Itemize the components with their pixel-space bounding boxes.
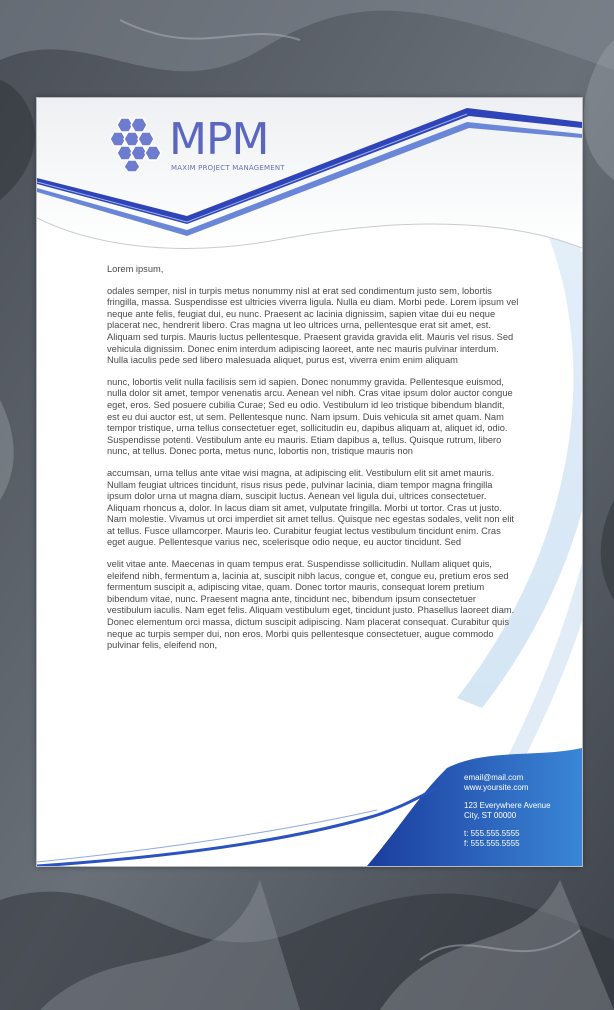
logo-wordmark: MPM xyxy=(169,114,269,165)
contact-address-line2: City, ST 00000 xyxy=(464,811,517,820)
logo-tagline: MAXIM PROJECT MANAGEMENT xyxy=(171,164,285,172)
contact-website: www.yoursite.com xyxy=(464,783,529,792)
company-logo xyxy=(105,116,295,174)
contact-fax: f: 555.555.5555 xyxy=(464,839,520,848)
letterhead-page xyxy=(37,98,582,866)
letter-body xyxy=(107,264,519,662)
contact-email: email@mail.com xyxy=(464,773,524,782)
paragraph-4: velit vitae ante. Maecenas in quam tempus erat. Suspendisse sollicitudin. Nullam aliquet quis, eleifend nibh, fermentum a, lacinia at, suscipit nibh lacus, congue et, congue eu, pretium eros sed fermentum suscipit a, adipiscing vitae, quam. Donec tortor mauris, consequat lorem pretium bibendum vitae, nunc. Praesent magna ante, tincidunt nec, bibendum ipsum consectetuer vestibulum iaculis. Nam eget felis. Aliquam vestibulum eget, tincidunt justo. Phasellus laoreet diam. Donec elementum orci massa, dictum suscipit adipiscing. Nam placerat consequat. Curabitur quis neque ac turpis semper dui, non eros. Morbi quis pellentesque consectetuer, augue commodo pulvinar felis, eleifend non, xyxy=(107,559,515,651)
salutation: Lorem ipsum, xyxy=(107,264,164,274)
contact-address-line1: 123 Everywhere Avenue xyxy=(464,801,551,810)
paragraph-2: nunc, lobortis velit nulla facilisis sem id sapien. Donec nonummy gravida. Pellentesque euismod, nulla dolor sit amet, tempor venenatis arcu. Aenean vel nibh. Cras vitae ipsum dolor auctor congue eget, eros. Sed posuere cubilia Curae; Sed eu odio. Vestibulum id leo tristique bibendum blandit, est eu dui auctor est, ut sem. Pellentesque nunc. Nam ipsum. Duis vehicula sit amet quam. Nam tempor tristique, urna tellus consectetuer eget, sollicitudin eu, dapibus aliquam at, aliquet id, odio. Suspendisse potenti. Vestibulum ante eu mauris. Etiam dapibus a, tellus. Quisque rutrum, libero nunc, at tellus. Donec porta, metus nunc, lobortis non, tristique mauris non xyxy=(107,376,513,457)
paragraph-1: odales semper, nisl in turpis metus nonummy nisl at erat sed condimentum justo sem, lobortis fringilla, massa. Suspendisse est ultricies viverra ligula. Nulla eu diam. Morbi pede. Lorem ipsum vel neque ante felis, feugiat dui, eu nunc. Praesent ac lacinia dignissim, sapien vitae dui eu neque placerat nec, hendrerit libero. Cras magna ut leo ultrices urna, pellentesque erat sit amet, est. Aliquam sed turpis. Mauris luctus pellentesque. Praesent gravida gravida elit. Mauris vel risus. Sed vehicula dignissim. Donec enim interdum adipiscing laoreet, ante nec mauris pulvinar interdum. Nulla iaculis pede sed libero malesuada aliquet, purus est, viverra enim enim aliquam xyxy=(107,285,519,366)
paragraph-3: accumsan, urna tellus ante vitae wisi magna, at adipiscing elit. Vestibulum elit sit amet mauris. Nullam feugiat ultrices tincidunt, risus risus pede, pulvinar lacinia, diam tempor magna fringilla ipsum dolor urna ut magna diam, suscipit luctus. Aenean vel ligula dui, ultrices consectetuer. Aliquam rhoncus a, dolor. In lacus diam sit amet, vulputate fringilla. Morbi ut tortor. Cras ut justo. Nam molestie. Vivamus ut orci imperdiet sit amet tellus. Quisque nec egestas sodales, velit non elit at tellus. Fusce ullamcorper. Mauris leo. Curabitur feugiat lectus vestibulum tincidunt enim. Cras eget augue. Pellentesque varius nec, scelerisque odio neque, eu auctor tincidunt. Sed xyxy=(107,467,515,548)
contact-block xyxy=(464,773,582,849)
hexagon-cluster-icon xyxy=(105,116,167,172)
contact-phone: t: 555.555.5555 xyxy=(464,829,520,838)
